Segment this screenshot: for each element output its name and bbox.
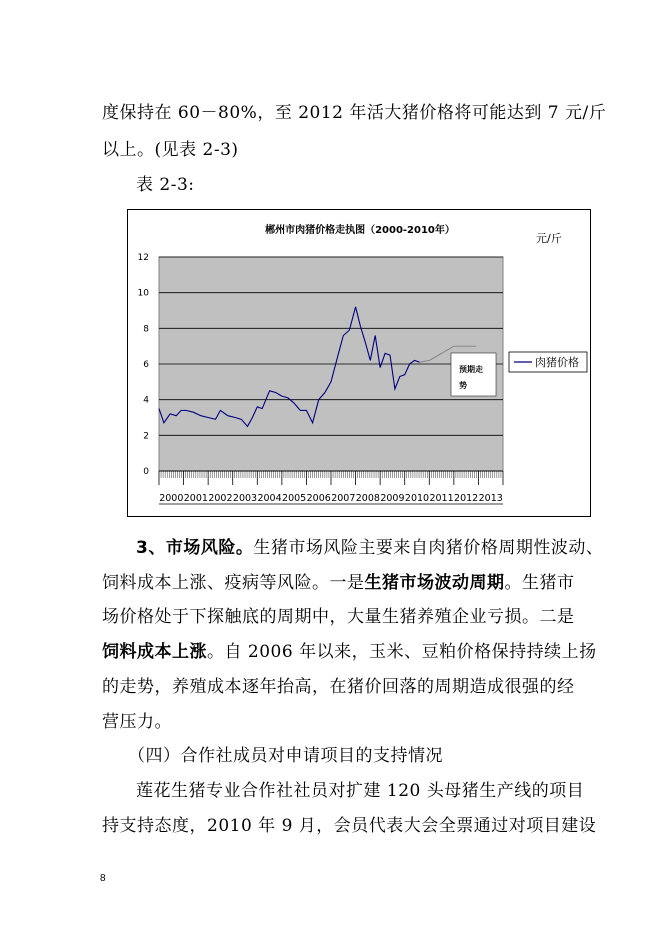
chart-title: 郴州市肉猪价格走执图（2000-2010年） (265, 225, 455, 236)
annotation-text: 势 (459, 381, 467, 390)
price-chart (127, 209, 591, 517)
text-span: 饲料成本上涨、疫病等风险。一是 (102, 573, 365, 593)
x-tick-label: 2008 (355, 493, 380, 504)
chart-unit-label: 元/斤 (536, 232, 562, 245)
y-tick-label: 6 (143, 360, 149, 370)
paragraph-line: 场价格处于下探触底的周期中，大量生猪养殖企业亏损。二是 (102, 607, 575, 627)
annotation-box (451, 353, 496, 396)
bold-term: 饲料成本上涨 (102, 642, 207, 662)
paragraph-line: 莲花生猪专业合作社社员对扩建 120 头母猪生产线的项目 (136, 781, 585, 801)
paragraph-line: 营压力。 (102, 712, 172, 732)
y-tick-label: 0 (143, 467, 149, 477)
table-caption: 表 2-3: (136, 175, 195, 195)
paragraph-line: 以上。(见表 2-3) (102, 140, 239, 160)
page-number: 8 (100, 873, 106, 884)
text-span: 。自 2006 年以来，玉米、豆粕价格保持持续上扬 (207, 642, 597, 662)
x-tick-label: 2013 (478, 493, 503, 504)
annotation-text: 预期走 (459, 365, 483, 374)
y-axis-ticks (138, 253, 150, 477)
x-tick-label: 2005 (282, 493, 307, 504)
paragraph-line: 持支持态度，2010 年 9 月，会员代表大会全票通过对项目建设 (102, 816, 597, 836)
x-tick-label: 2004 (257, 493, 282, 504)
paragraph-line: 的走势，养殖成本逐年抬高，在猪价回落的周期造成很强的经 (102, 677, 575, 697)
paragraph-line: 度保持在 60－80%，至 2012 年活大猪价格将可能达到 7 元/斤 (102, 103, 607, 123)
paragraph-line (136, 538, 603, 558)
text-span: 生猪市场风险主要来自肉猪价格周期性波动、 (253, 538, 604, 558)
y-tick-label: 2 (143, 431, 149, 442)
text-span: 。生猪市 (504, 573, 575, 593)
x-tick-label: 2002 (208, 493, 233, 504)
x-tick-label: 2006 (306, 493, 331, 504)
x-tick-label: 2010 (404, 493, 430, 504)
x-tick-label: 2009 (380, 493, 405, 504)
y-tick-label: 10 (137, 288, 149, 299)
y-tick-label: 4 (143, 395, 149, 406)
x-tick-label: 2011 (429, 493, 454, 504)
x-tick-label: 2007 (331, 493, 356, 504)
risk-heading: 3、市场风险。 (136, 538, 254, 558)
x-tick-label: 2001 (183, 493, 208, 504)
x-axis (159, 471, 503, 504)
y-tick-label: 12 (137, 253, 149, 263)
bold-term: 生猪市场波动周期 (364, 573, 505, 593)
y-tick-label: 8 (143, 324, 149, 335)
legend-label: 肉猪价格 (535, 356, 579, 369)
section-heading: （四）合作社成员对申请项目的支持情况 (128, 746, 443, 766)
paragraph-line (102, 573, 575, 593)
x-tick-label: 2000 (159, 493, 184, 504)
paragraph-line (102, 642, 597, 662)
x-tick-label: 2012 (454, 493, 479, 504)
x-tick-label: 2003 (232, 493, 258, 504)
